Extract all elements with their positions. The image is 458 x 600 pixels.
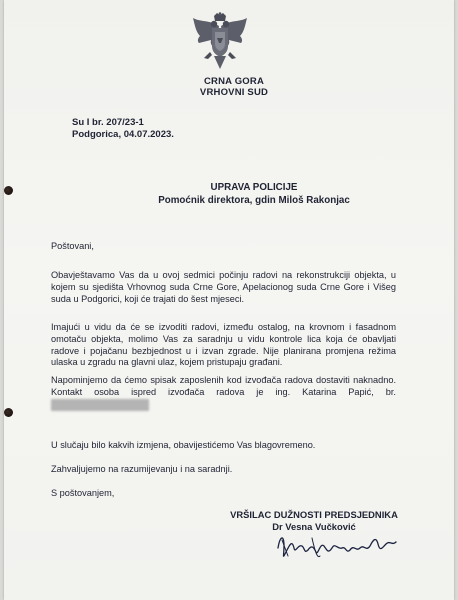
letter-page [4,0,454,600]
paragraph-3 [51,375,396,412]
addressee-institution: UPRAVA POLICIJE [210,182,298,193]
signer-name: Dr Vesna Vučković [272,521,356,532]
paragraph-4: U slučaju bilo kakvih izmjena, obavijestićemo Vas blagovremeno. [51,440,316,450]
court-header [179,76,289,98]
paragraph-5: Zahvaljujemo na razumijevanju i na saradnji. [51,464,233,474]
place-date: Podgorica, 04.07.2023. [72,129,174,140]
reference-number: Su I br. 207/23-1 [72,117,144,128]
addressee-block [134,181,374,207]
signer-title: VRŠILAC DUŽNOSTI PREDSJEDNIKA [230,509,398,520]
redacted-phone-number [51,399,149,411]
handwritten-signature [272,526,402,566]
closing: S poštovanjem, [51,488,115,498]
punch-hole-top [4,186,13,195]
paragraph-2: Imajući u vidu da će se izvoditi radovi, između ostalog, na krovnom i fasadnom omotaču objekta, molimo Vas za saradnju u vidu kontrole lica koja će obavljati radove i pojačanu bezbjednost u i izvan zgrade. Nije planirana promjena režima ulaska u zgradu na glavni ulaz, kojem pristupaju građani. [51,322,396,368]
court-name: VRHOVNI SUD [199,87,269,98]
addressee-person: Pomoćnik direktora, gdin Miloš Rakonjac [158,195,350,206]
coat-of-arms-icon [190,12,250,74]
reference-block [72,117,174,141]
punch-hole-bottom [4,408,13,417]
paragraph-3-text: Napominjemo da ćemo spisak zaposlenih kod izvođača radova dostaviti naknadno. Kontakt osoba ispred izvođača radova je ing. Katarina Papić, br. [51,375,396,397]
paragraph-1: Obavještavamo Vas da u ovoj sedmici počinju radovi na rekonstrukciji objekta, u kojem su sjedišta Vrhovnog suda Crne Gore, Apelacionog suda Crne Gore i Višeg suda u Podgorici, koji će trajati do šest mjeseci. [51,270,396,304]
country-name: CRNA GORA [203,76,265,87]
greeting: Poštovani, [51,241,94,251]
